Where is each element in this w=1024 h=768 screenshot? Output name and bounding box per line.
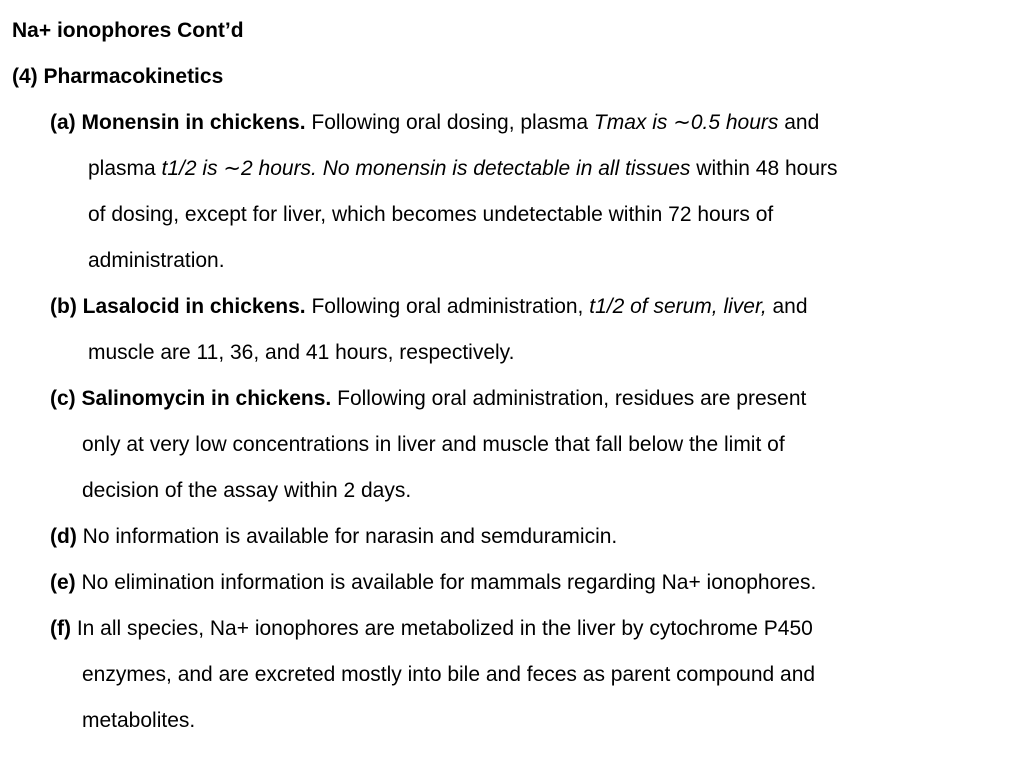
item-b-label: (b) [50,295,77,318]
item-c-line-1 [50,386,806,412]
item-a-line-1 [50,110,819,136]
item-f-text: In all species, Na+ ionophores are metabolized in the liver by cytochrome P450 [76,617,813,640]
item-b-text: Following oral administration, [311,295,584,318]
item-f-line-3: metabolites. [82,709,196,732]
item-a-line-2 [88,156,838,182]
item-c-text: Following oral administration, residues are present [337,387,807,410]
item-b-half-life: t1/2 of serum, liver, [589,295,767,318]
item-c-heading: Salinomycin in chickens. [81,387,332,410]
item-a-tmax: Tmax is [593,111,668,134]
item-e-text: No elimination information is available for mammals regarding Na+ ionophores. [81,571,817,594]
item-a-line-3: of dosing, except for liver, which becomes undetectable within 72 hours of [88,203,774,226]
item-d-line-1 [50,524,617,550]
item-a-half-life: t1/2 is [161,157,218,180]
item-a-label: (a) [50,111,76,134]
item-e-line-1 [50,570,816,596]
item-a-heading: Monensin in chickens. [81,111,306,134]
item-f-line-1 [50,616,813,642]
item-f-label: (f) [50,617,71,640]
item-a-text: Following oral dosing, plasma [311,111,589,134]
item-a-text: and [784,111,820,134]
item-a-text: within 48 hours [696,157,838,180]
item-b-line-1 [50,294,808,320]
item-a-half-life-value: ∼2 hours. No monensin is detectable in all tissues [223,157,691,180]
item-f-line-2: enzymes, and are excreted mostly into bile and feces as parent compound and [82,663,816,686]
item-c-label: (c) [50,387,76,410]
item-a-line-4: administration. [88,249,225,272]
item-b-text: and [772,295,808,318]
item-b-line-2: muscle are 11, 36, and 41 hours, respectively. [88,341,515,364]
item-b-heading: Lasalocid in chickens. [82,295,306,318]
item-a-text: plasma [88,157,156,180]
item-c-line-2: only at very low concentrations in liver and muscle that fall below the limit of [82,433,785,456]
item-c-line-3: decision of the assay within 2 days. [82,479,412,502]
item-d-label: (d) [50,525,77,548]
item-a-tmax-value: ∼0.5 hours [673,111,779,134]
item-d-text: No information is available for narasin and semduramicin. [82,525,618,548]
item-e-label: (e) [50,571,76,594]
slide-title: Na+ ionophores Cont’d [12,19,244,42]
section-heading: (4) Pharmacokinetics [12,65,224,88]
